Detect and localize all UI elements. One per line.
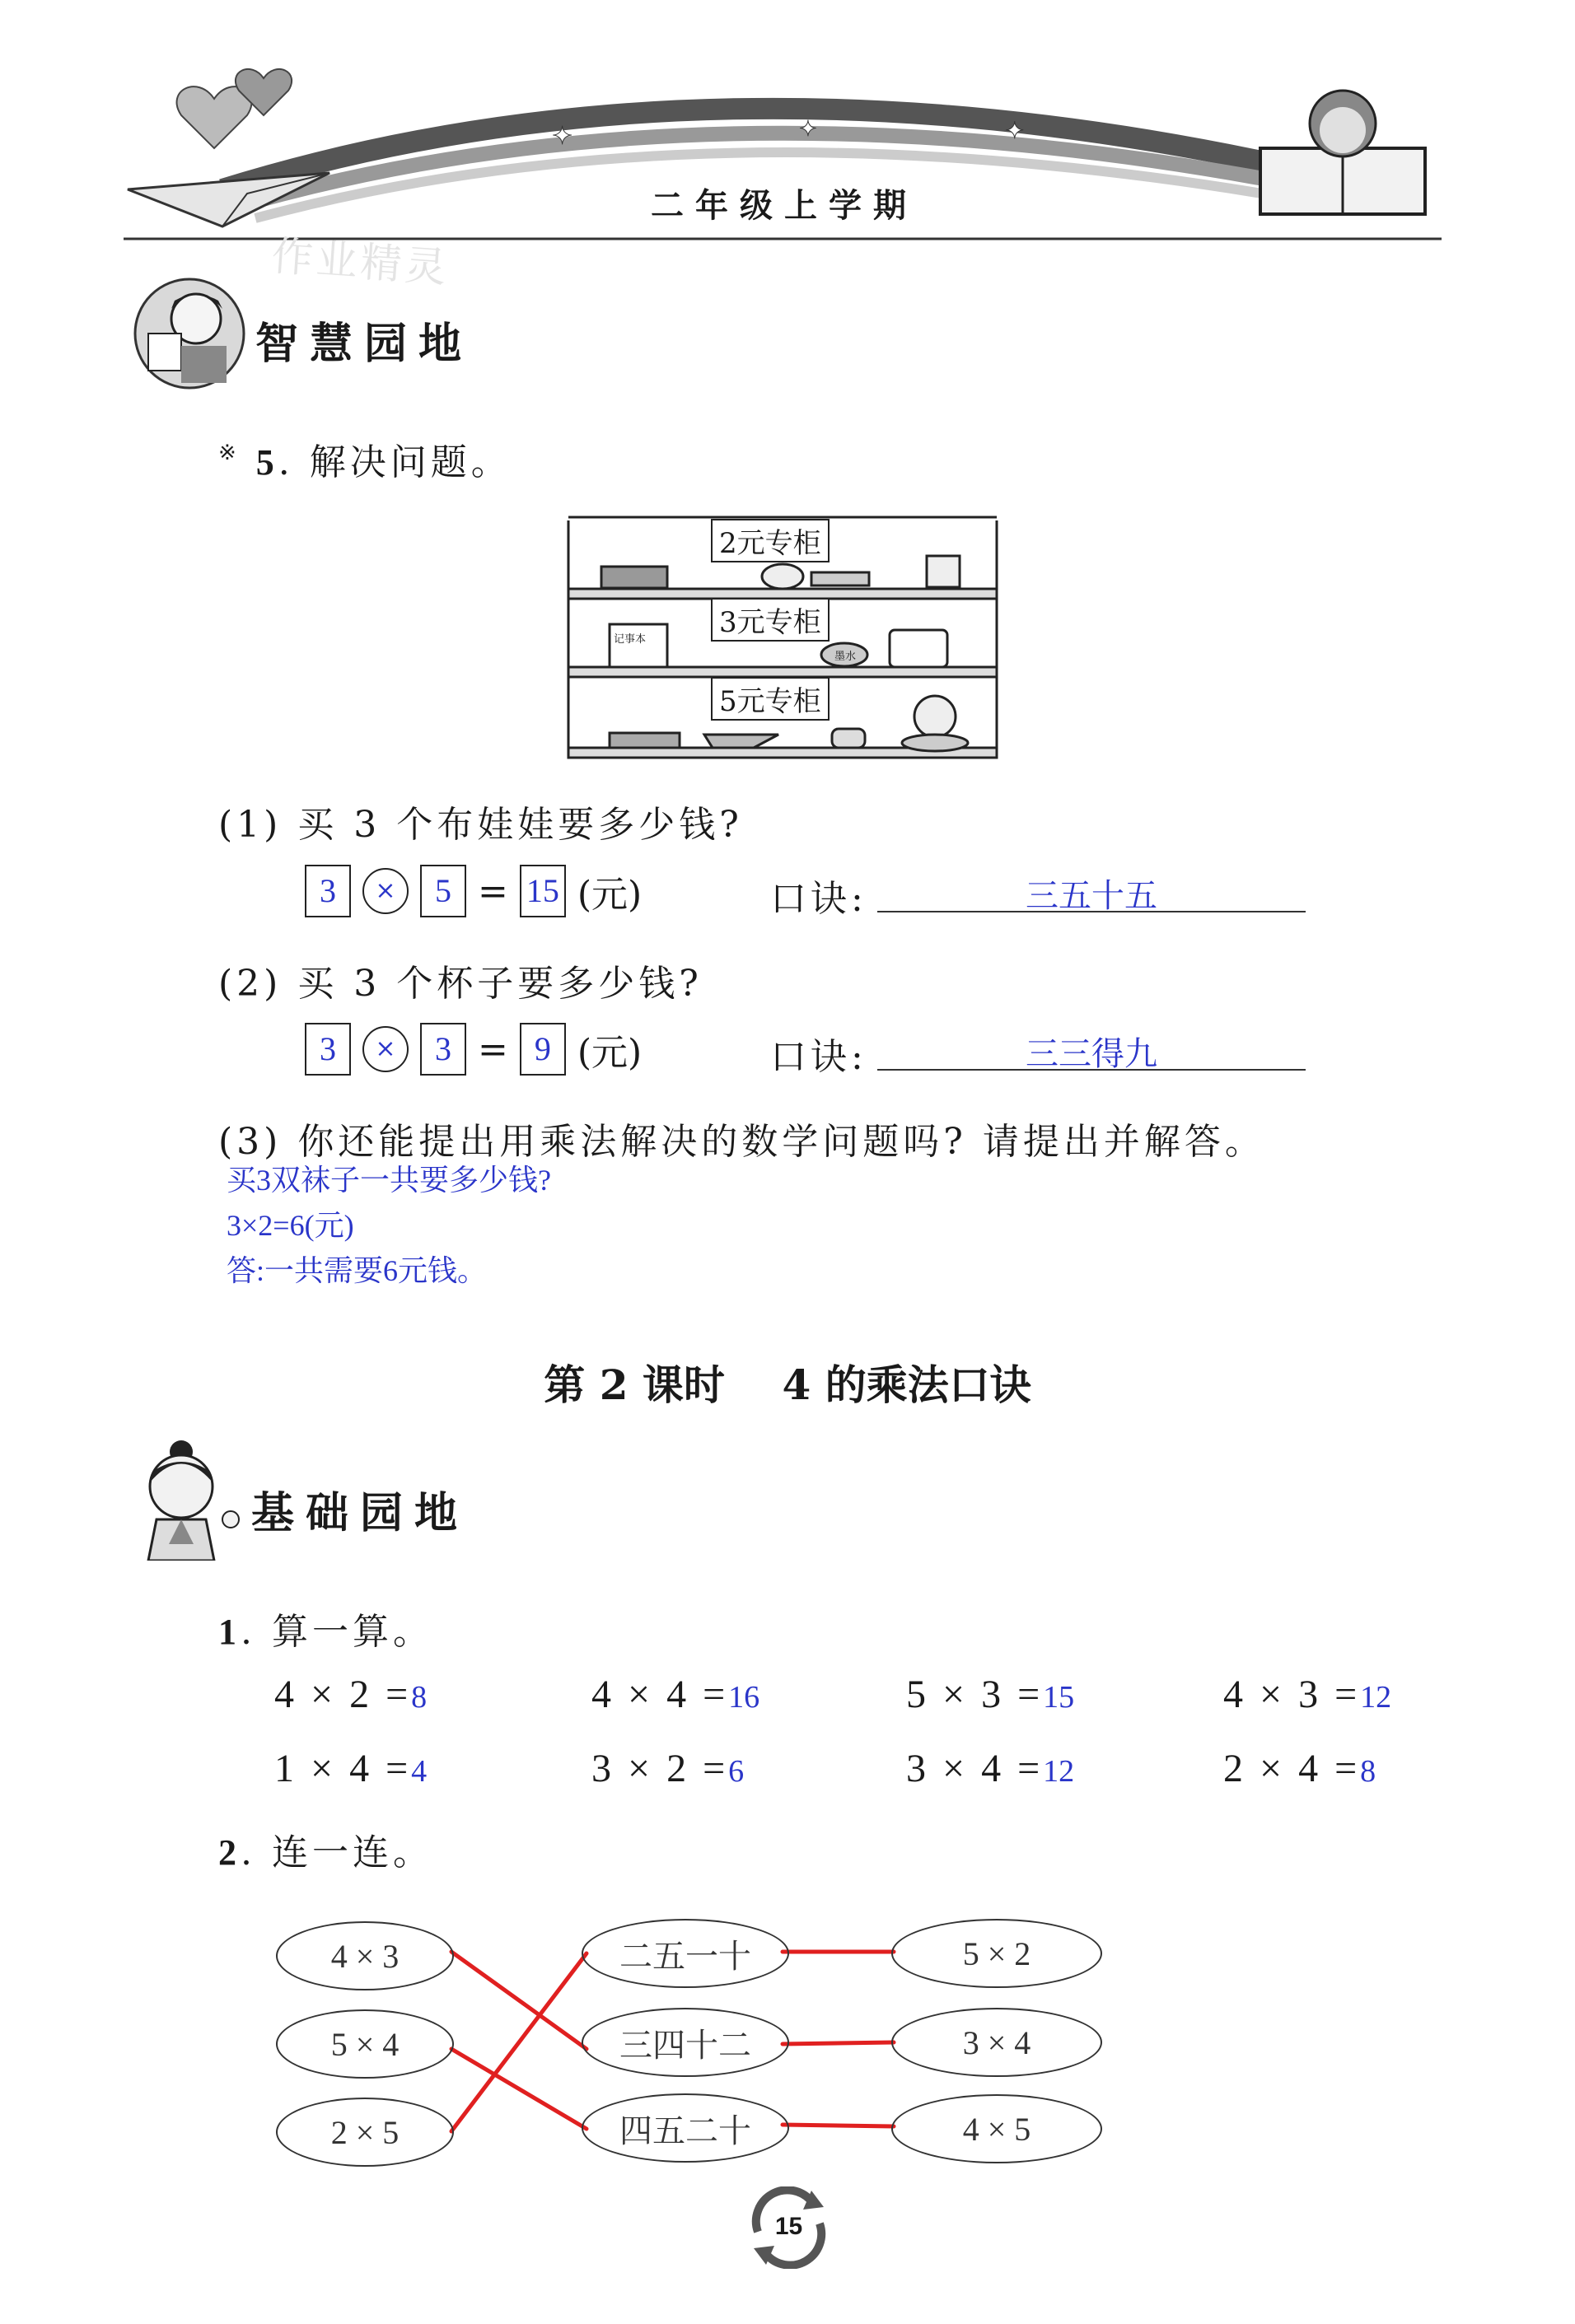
calc-answer[interactable]: 16 xyxy=(728,1680,760,1715)
result-box[interactable]: 9 xyxy=(520,1023,566,1076)
shelf-label: 2元专柜 xyxy=(711,519,830,562)
match-line xyxy=(451,1952,587,2049)
ink-label: 墨水 xyxy=(834,651,857,663)
calc-item: 2 × 4 =8 xyxy=(1223,1747,1376,1790)
match-line xyxy=(783,2042,894,2044)
svg-text:✦: ✦ xyxy=(552,122,573,151)
question-3-answer-line: 买3双袜子一共要多少钱? xyxy=(227,1164,551,1197)
exercise-text: 连一连。 xyxy=(272,1832,433,1874)
operator-circle[interactable]: × xyxy=(362,1026,409,1072)
question-1-prompt: (1) 买 3 个布娃娃要多少钱? xyxy=(218,804,743,846)
calc-item: 4 × 4 =16 xyxy=(591,1673,760,1716)
shelf-label: 5元专柜 xyxy=(711,677,830,721)
koujue-answer: 三五十五 xyxy=(1026,877,1157,914)
calc-item: 1 × 4 =4 xyxy=(274,1747,428,1790)
calc-answer[interactable]: 8 xyxy=(1360,1754,1376,1789)
factor-box[interactable]: 5 xyxy=(420,865,466,917)
calc-answer[interactable]: 12 xyxy=(1360,1680,1392,1715)
problem-text: 解决问题。 xyxy=(309,441,512,483)
right-expression[interactable]: 3 × 4 xyxy=(891,2008,1102,2077)
factor-box[interactable]: 3 xyxy=(305,1023,351,1076)
question-3-prompt: (3) 你还能提出用乘法解决的数学问题吗? 请提出并解答。 xyxy=(218,1121,1265,1163)
equals-sign: = xyxy=(478,1028,508,1071)
section-title: 基础园地 xyxy=(251,1489,470,1538)
koujue-label: 口诀: xyxy=(770,878,867,920)
question-3-answer-line: 答:一共需要6元钱。 xyxy=(227,1254,488,1287)
left-expression[interactable]: 2 × 5 xyxy=(276,2098,454,2167)
unit-label: (元) xyxy=(577,1032,643,1074)
match-line xyxy=(451,2049,587,2129)
left-expression[interactable]: 5 × 4 xyxy=(276,2009,454,2079)
svg-text:✦: ✦ xyxy=(799,117,817,142)
calc-item: 4 × 2 =8 xyxy=(274,1673,428,1716)
notebook-label: 记事本 xyxy=(614,633,647,646)
match-line xyxy=(451,1953,587,2131)
result-box[interactable]: 15 xyxy=(520,865,566,917)
operator-circle[interactable]: × xyxy=(362,868,409,914)
koujue-label: 口诀: xyxy=(770,1036,867,1078)
middle-koujue[interactable]: 二五一十 xyxy=(582,1919,789,1988)
problem-number: 5 xyxy=(255,442,278,483)
svg-text:✦: ✦ xyxy=(1005,117,1025,144)
page-number-badge xyxy=(745,2186,832,2269)
unit-label: (元) xyxy=(577,874,643,916)
lesson-title: 第 2 课时 4 的乘法口诀 xyxy=(544,1360,1031,1409)
exercise-2-heading: 2. 连一连。 xyxy=(218,1832,433,1874)
right-expression[interactable]: 4 × 5 xyxy=(891,2094,1102,2163)
koujue-answer: 三三得九 xyxy=(1026,1035,1157,1072)
problem-5-heading: ※ 5. 解决问题。 xyxy=(218,441,512,483)
exercise-1-heading: 1. 算一算。 xyxy=(218,1611,433,1653)
exercise-number: 1 xyxy=(218,1612,241,1652)
factor-box[interactable]: 3 xyxy=(420,1023,466,1076)
question-2-prompt: (2) 买 3 个杯子要多少钱? xyxy=(218,963,703,1005)
left-expression[interactable]: 4 × 3 xyxy=(276,1921,454,1990)
middle-koujue[interactable]: 三四十二 xyxy=(582,2008,789,2077)
exercise-number: 2 xyxy=(218,1832,241,1873)
calc-answer[interactable]: 12 xyxy=(1043,1754,1075,1789)
calc-answer[interactable]: 8 xyxy=(411,1680,428,1715)
calc-item: 4 × 3 =12 xyxy=(1223,1673,1392,1716)
factor-box[interactable]: 3 xyxy=(305,865,351,917)
calc-answer[interactable]: 15 xyxy=(1043,1680,1075,1715)
star-mark: ※ xyxy=(218,441,241,465)
calc-item: 3 × 4 =12 xyxy=(906,1747,1075,1790)
header-title: 二年级上学期 xyxy=(651,187,918,225)
page-number: 15 xyxy=(774,2213,803,2240)
calc-answer[interactable]: 4 xyxy=(411,1754,428,1789)
calc-item: 5 × 3 =15 xyxy=(906,1673,1075,1716)
calc-item: 3 × 2 =6 xyxy=(591,1747,745,1790)
right-expression[interactable]: 5 × 2 xyxy=(891,1919,1102,1988)
watermark: 作业精灵 xyxy=(269,231,451,292)
exercise-text: 算一算。 xyxy=(272,1611,433,1653)
question-3-answer-line: 3×2=6(元) xyxy=(227,1209,354,1242)
calc-answer[interactable]: 6 xyxy=(728,1754,745,1789)
shelf-label: 3元专柜 xyxy=(711,598,830,642)
match-line xyxy=(783,2125,894,2126)
equals-sign: = xyxy=(478,870,508,912)
section-title: 智慧园地 xyxy=(255,320,474,369)
middle-koujue[interactable]: 四五二十 xyxy=(582,2093,789,2163)
